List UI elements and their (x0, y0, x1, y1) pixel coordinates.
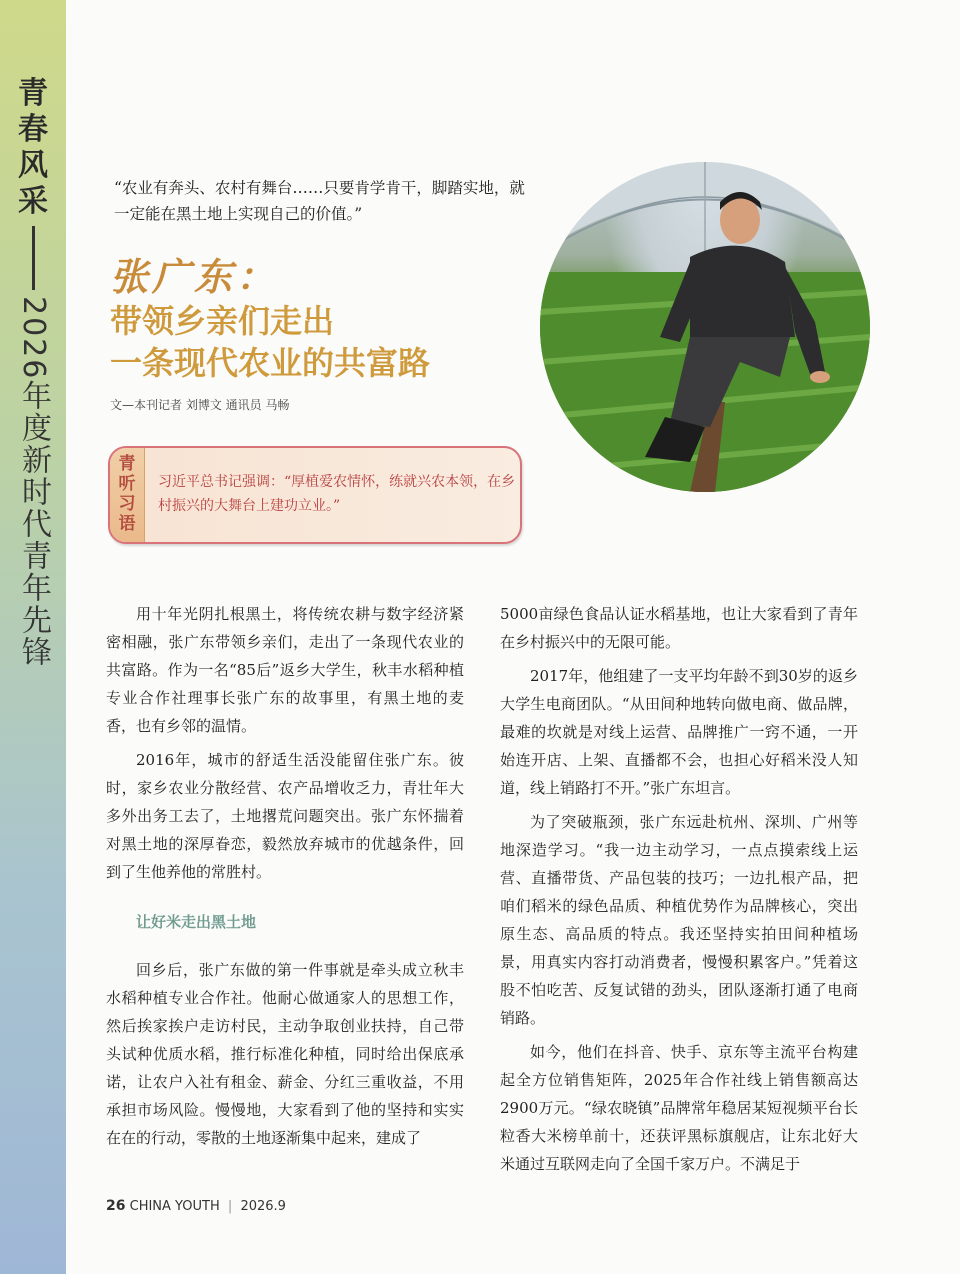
body-paragraph: 如今，他们在抖音、快手、京东等主流平台构建起全方位销售矩阵，2025年合作社线上销售额高达2900万元。“绿农晓镇”品牌常年稳居某短视频平台长粒香大米榜单前十，还获评黑标旗舰店，让东北好大米通过互联网走向了全国千家万户。不满足于 (500, 1043, 858, 1173)
section-title-char-3: 风 (18, 148, 48, 183)
headline-line-1: 带领乡亲们走出 (110, 302, 335, 340)
portrait-photo (540, 162, 870, 492)
headline (110, 300, 430, 384)
body-paragraph: 回乡后，张广东做的第一件事就是牵头成立秋丰水稻种植专业合作社。他耐心做通家人的思想工作，然后挨家挨户走访村民，主动争取创业扶持，自己带头试种优质水稻，推行标准化种植，同时给出保底承诺，让农户入社有租金、薪金、分红三重收益，不用承担市场风险。慢慢地，大家看到了他的坚持和实实在在的行动，零散的土地逐渐集中起来，建成了 (106, 961, 464, 1147)
headline-line-2: 一条现代农业的共富路 (110, 344, 431, 382)
body-column-left (106, 600, 464, 1158)
page-number: 26 (106, 1198, 126, 1214)
body-paragraph: 为了突破瓶颈，张广东远赴杭州、深圳、广州等地深造学习。“我一边主动学习，一点点摸索线上运营、直播带货、产品包装的技巧；一边扎根产品，把咱们稻米的绿色品质、种植优势作为品牌核心，突出原生态、高品质的特点。我还坚持实拍田间种植场景，用真实内容打动消费者，慢慢积累客户。”凭着这股不怕吃苦、反复试错的劲头，团队逐渐打通了电商销路。 (500, 813, 858, 1027)
body-paragraph: 2017年，他组建了一支平均年龄不到30岁的返乡大学生电商团队。“从田间种地转向做电商、做品牌，最难的坎就是对线上运营、品牌推广一窍不通，一开始连开店、上架、直播都不会，也担心好稻米没人知道，线上销路打不开。”张广东坦言。 (500, 667, 858, 797)
section-title-char-4: 采 (18, 184, 48, 219)
section-title-dash (32, 226, 35, 290)
quote-card (108, 446, 522, 544)
body-paragraph: 用十年光阴扎根黑土，将传统农耕与数字经济紧密相融，张广东带领乡亲们，走出了一条现代农业的共富路。作为一名“85后”返乡大学生，秋丰水稻种植专业合作社理事长张广东的故事里，有黑土地的麦香，也有乡邻的温情。 (106, 605, 464, 735)
section-subhead: 让好米走出黑土地 (136, 913, 257, 931)
section-title-char-1: 青 (18, 76, 48, 111)
quote-card-text: 习近平总书记强调：“厚植爱农情怀，练就兴农本领，在乡村振兴的大舞台上建功立业。” (158, 474, 516, 514)
quote-card-tab-label: 青听习语 (118, 454, 136, 534)
byline: 文—本刊记者 刘博文 通讯员 马畅 (110, 398, 290, 412)
section-title (12, 76, 54, 668)
headline-name: 张广东： (110, 254, 279, 299)
body-paragraph: 5000亩绿色食品认证水稻基地，也让大家看到了青年在乡村振兴中的无限可能。 (500, 605, 858, 651)
magazine-name: CHINA YOUTH (129, 1199, 220, 1214)
section-sidebar (0, 0, 66, 1274)
intro-quote: “农业有奔头、农村有舞台……只要肯学肯干，脚踏实地，就一定能在黑土地上实现自己的价值。” (114, 179, 525, 223)
portrait-illustration (540, 162, 870, 492)
article-page (66, 0, 960, 1274)
footer-separator: | (227, 1199, 233, 1214)
quote-card-tab (110, 448, 145, 542)
body-column-right (500, 600, 858, 1184)
page-footer (106, 1198, 286, 1214)
body-paragraph: 2016年，城市的舒适生活没能留住张广东。彼时，家乡农业分散经营、农产品增收乏力，青壮年大多外出务工去了，土地撂荒问题突出。张广东怀揣着对黑土地的深厚眷恋，毅然放弃城市的优越条件，回到了生他养他的常胜村。 (106, 751, 464, 881)
issue-number: 2026.9 (240, 1199, 286, 1214)
section-title-char-2: 春 (18, 112, 48, 147)
section-subtitle: 2026年度新时代青年先锋 (16, 296, 51, 669)
